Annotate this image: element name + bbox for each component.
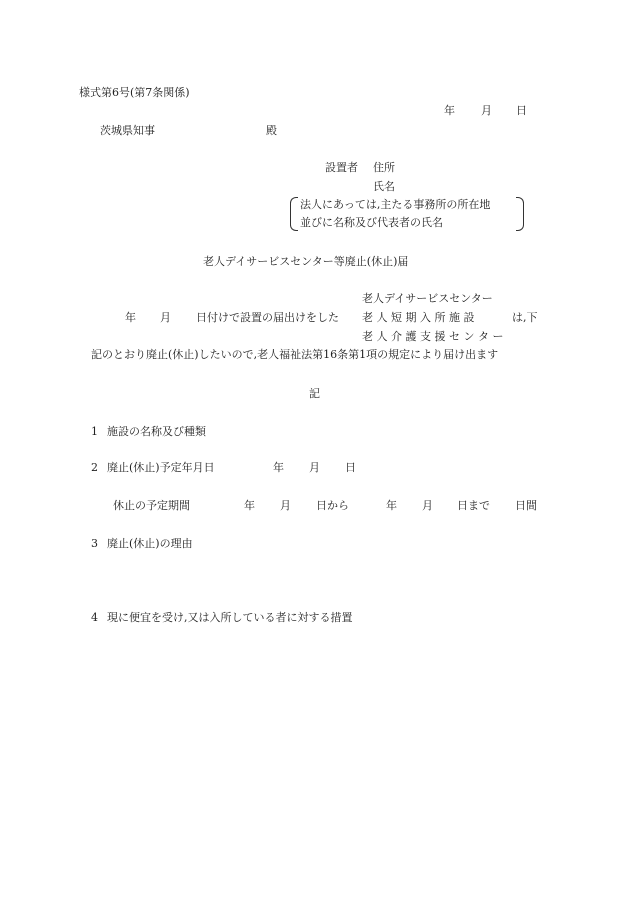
left-bracket [290,197,298,231]
body-line2: 記のとおり廃止(休止)したいので,老人福祉法第16条第1項の規定により届け出ます [91,348,499,361]
date-day: 日 [516,104,527,117]
item2-year: 年 [273,461,284,474]
founder-note-line1: 法人にあっては,主たる事務所の所在地 [300,198,491,211]
facility-type-1: 老人デイサービスセンター [362,292,493,305]
suspension-days: 日間 [515,499,537,512]
item3-number: 3 [91,537,98,550]
item2-month: 月 [309,461,320,474]
item2-label: 廃止(休止)予定年月日 [107,461,215,474]
suspension-to-month: 月 [422,499,433,512]
body-year: 年 [125,311,136,324]
founder-name-label: 氏名 [373,180,395,193]
suspension-to-day: 日まで [457,499,490,512]
ki-heading: 記 [309,387,320,400]
right-bracket [516,197,524,231]
item1-number: 1 [91,425,98,438]
suspension-from-day: 日から [316,499,349,512]
date-month: 月 [481,104,492,117]
founder-label: 設置者 [325,161,358,174]
item4-number: 4 [91,611,98,624]
founder-note-line2: 並びに名称及び代表者の氏名 [300,216,443,229]
suspension-from-month: 月 [280,499,291,512]
item4-label: 現に便宜を受け,又は入所している者に対する措置 [107,611,353,624]
item3-label: 廃止(休止)の理由 [107,537,193,550]
date-year: 年 [444,104,455,117]
item2-day: 日 [345,461,356,474]
body-suffix: は,下 [512,311,538,324]
body-day-text: 日付けで設置の届出けをした [196,311,339,324]
document-title: 老人デイサービスセンター等廃止(休止)届 [203,255,409,268]
item2-number: 2 [91,461,98,474]
founder-address-label: 住所 [373,161,395,174]
item1-label: 施設の名称及び種類 [107,425,206,438]
addressee-governor: 茨城県知事 [100,124,155,137]
body-month: 月 [160,311,171,324]
facility-type-2: 老 人 短 期 入 所 施 設 [362,311,475,324]
form-number: 様式第6号(第7条関係) [79,86,190,99]
suspension-from-year: 年 [244,499,255,512]
suspension-to-year: 年 [386,499,397,512]
suspension-label: 休止の予定期間 [113,499,190,512]
facility-type-3: 老 人 介 護 支 援 セ ン タ ー [362,330,504,343]
addressee-honorific: 殿 [266,124,277,137]
